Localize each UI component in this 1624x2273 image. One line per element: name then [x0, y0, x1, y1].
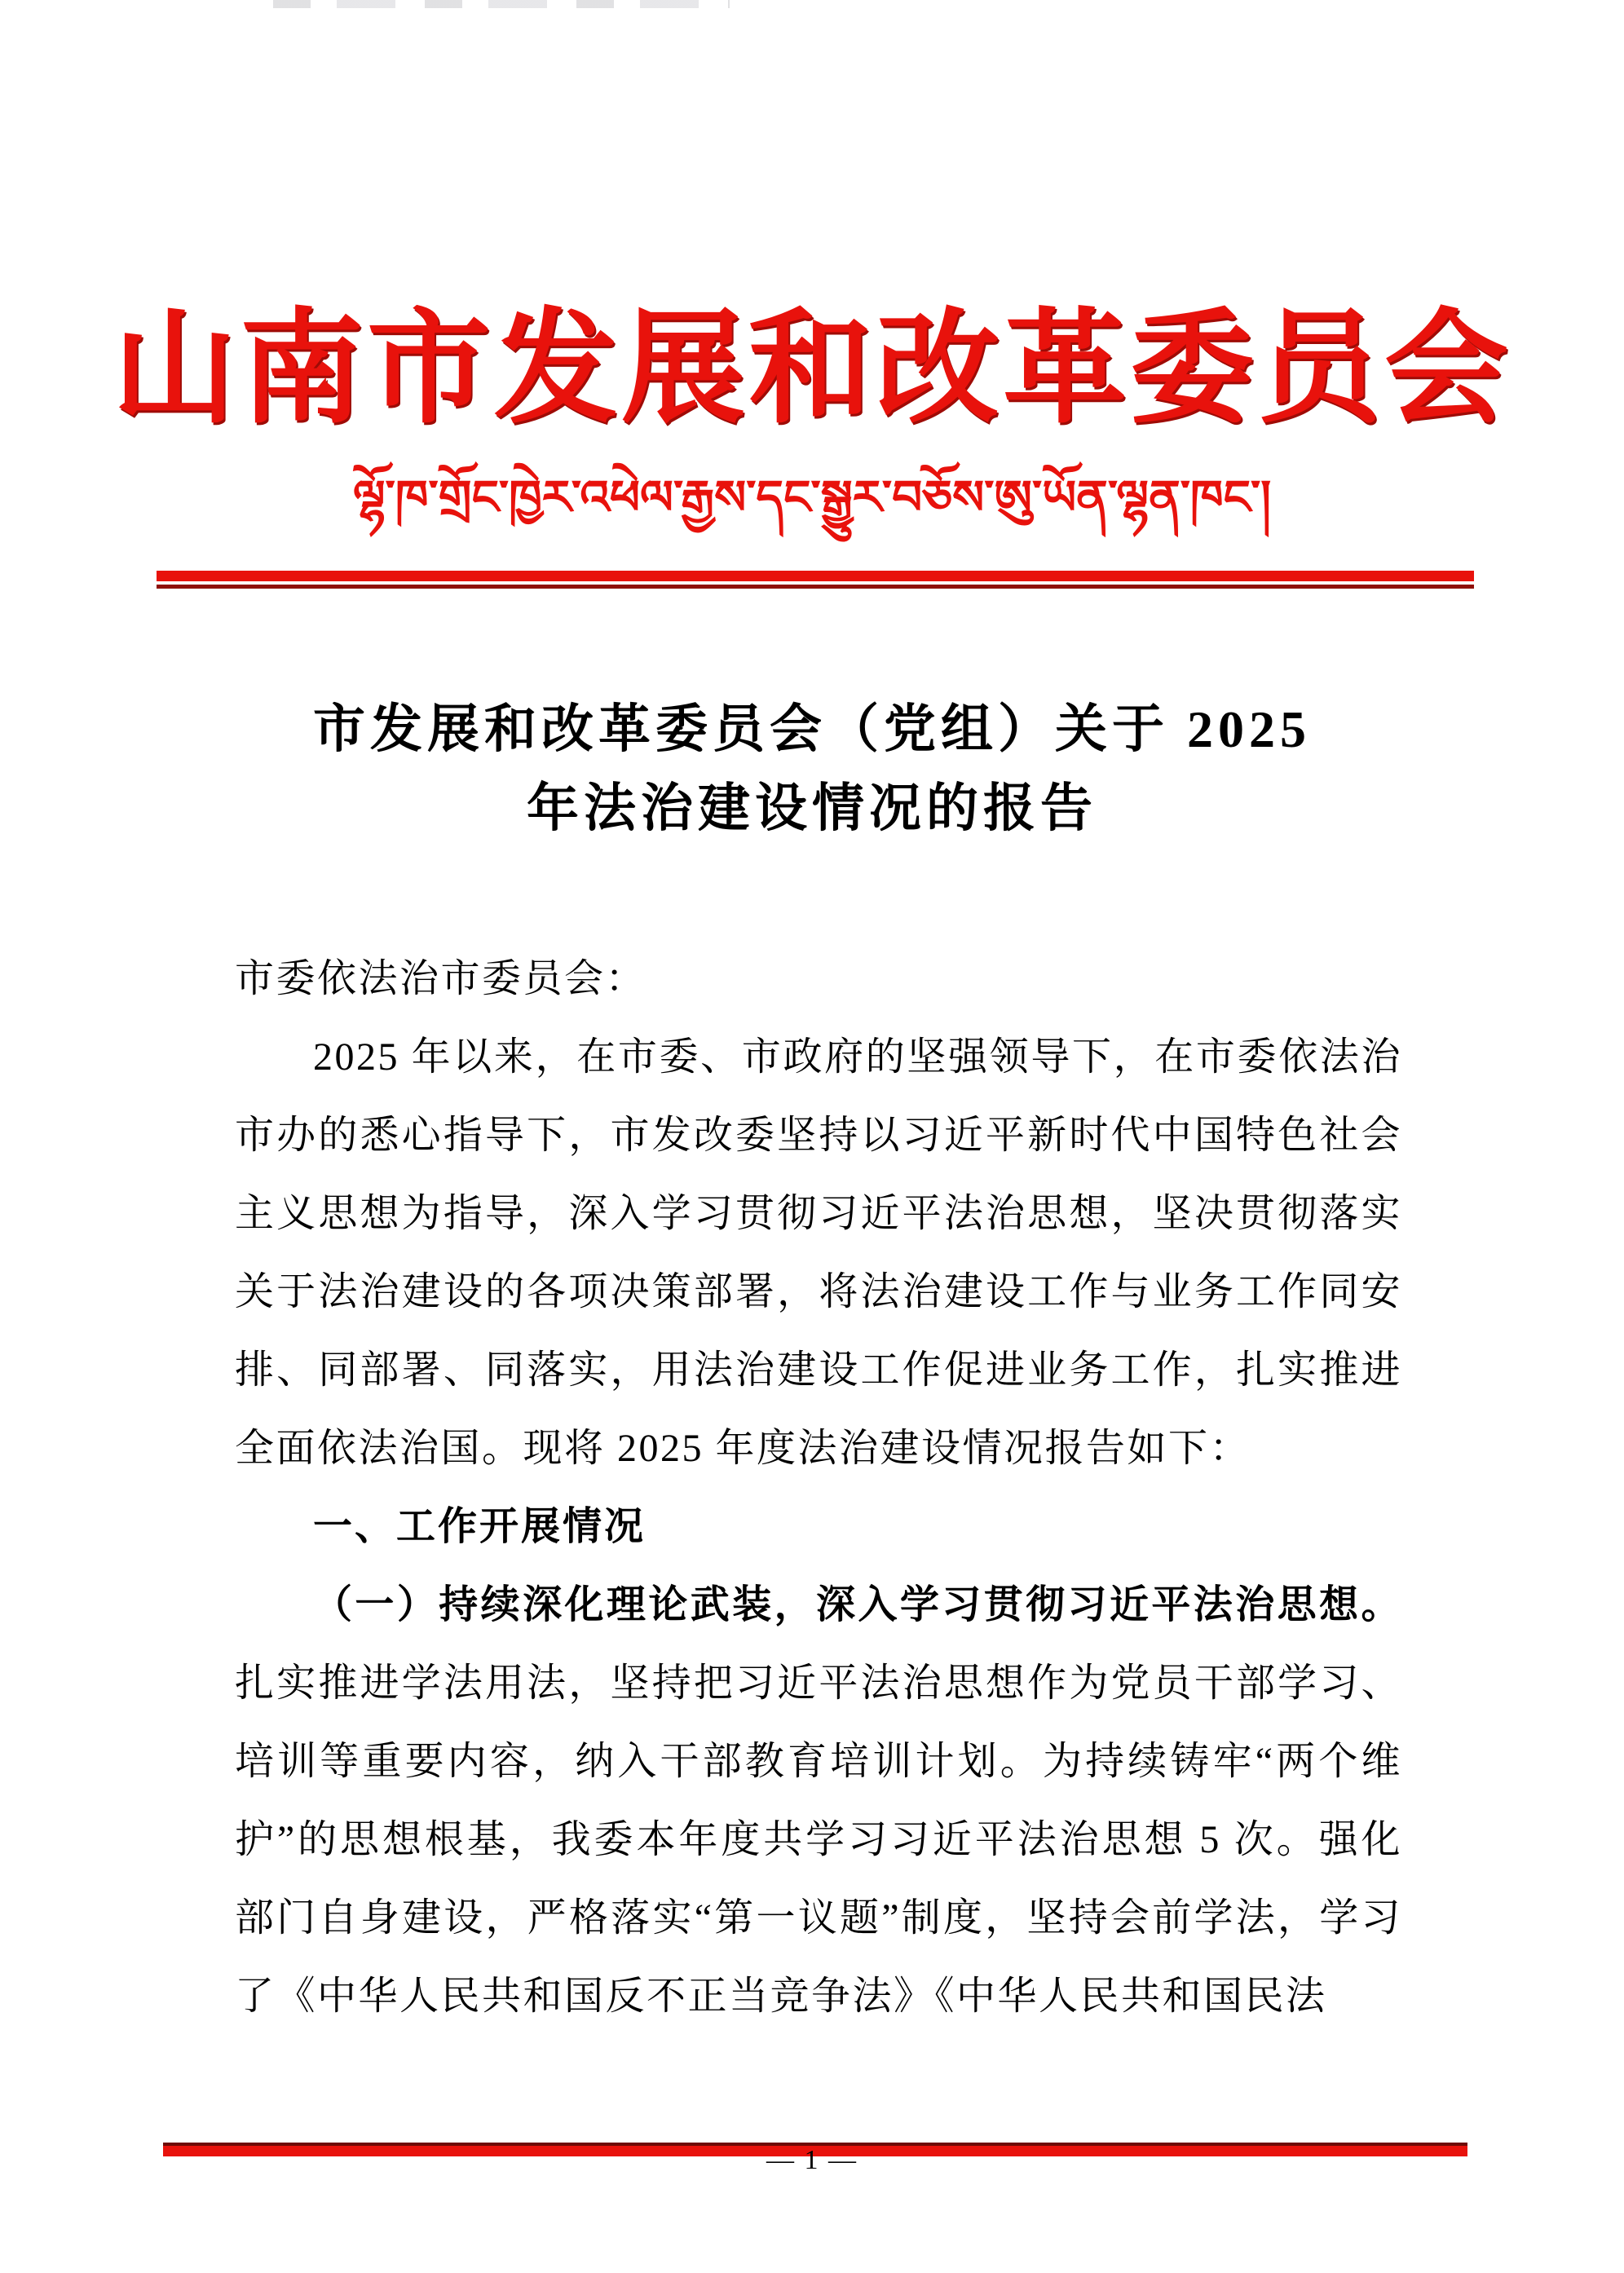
letterhead-divider — [157, 571, 1474, 589]
scan-artifact — [273, 0, 730, 8]
document-title-line-2: 年法治建设情况的报告 — [527, 779, 1097, 837]
section-1-heading: 一、工作开展情况 — [313, 1505, 647, 1548]
subsection-1-lead: （一）持续深化理论武装，深入学习贯彻习近平法治思想。 — [313, 1583, 1402, 1626]
divider-thick-line — [157, 571, 1474, 581]
document-title — [122, 690, 1502, 848]
letterhead-org-name-cn: 山南市发展和改革委员会 — [113, 301, 1511, 438]
page-number: — 1 — — [766, 2145, 858, 2175]
document-body — [235, 940, 1402, 2036]
document-title-line-1: 市发展和改革委员会（党组）关于 2025 — [313, 700, 1311, 758]
divider-thin-line — [157, 585, 1474, 589]
salutation: 市委依法治市委员会： — [235, 957, 647, 1000]
letterhead-org-name-tibetan: ལྷོ་ཁ་གྲོང་ཁྱེར་འཕེལ་རྒྱས་དང་སྒྱུར་བཅོས་ཨུ་ཡོན་ལྷན་ཁང་། — [352, 471, 1272, 524]
section-1-subsection-1 — [235, 1566, 1402, 2036]
intro-paragraph: 2025 年以来，在市委、市政府的坚强领导下，在市委依法治市办的悉心指导下，市发改委坚持以习近平新时代中国特色社会主义思想为指导，深入学习贯彻习近平法治思想，坚决贯彻落实关于法治建设的各项决策部署，将法治建设工作与业务工作同安排、同部署、同落实，用法治建设工作促进业务工作，扎实推进全面依法治国。现将 2025 年度法治建设情况报告如下： — [235, 1035, 1402, 1470]
subsection-1-body: 扎实推进学法用法，坚持把习近平法治思想作为党员干部学习、培训等重要内容，纳入干部教育培训计划。为持续铸牢“两个维护”的思想根基，我委本年度共学习习近平法治思想 5 次。强化部门自身建设，严格落实“第一议题”制度，坚持会前学法，学习了《中华人民共和国反不正当竞争法》《中华人民共和国民法 — [235, 1662, 1402, 2018]
